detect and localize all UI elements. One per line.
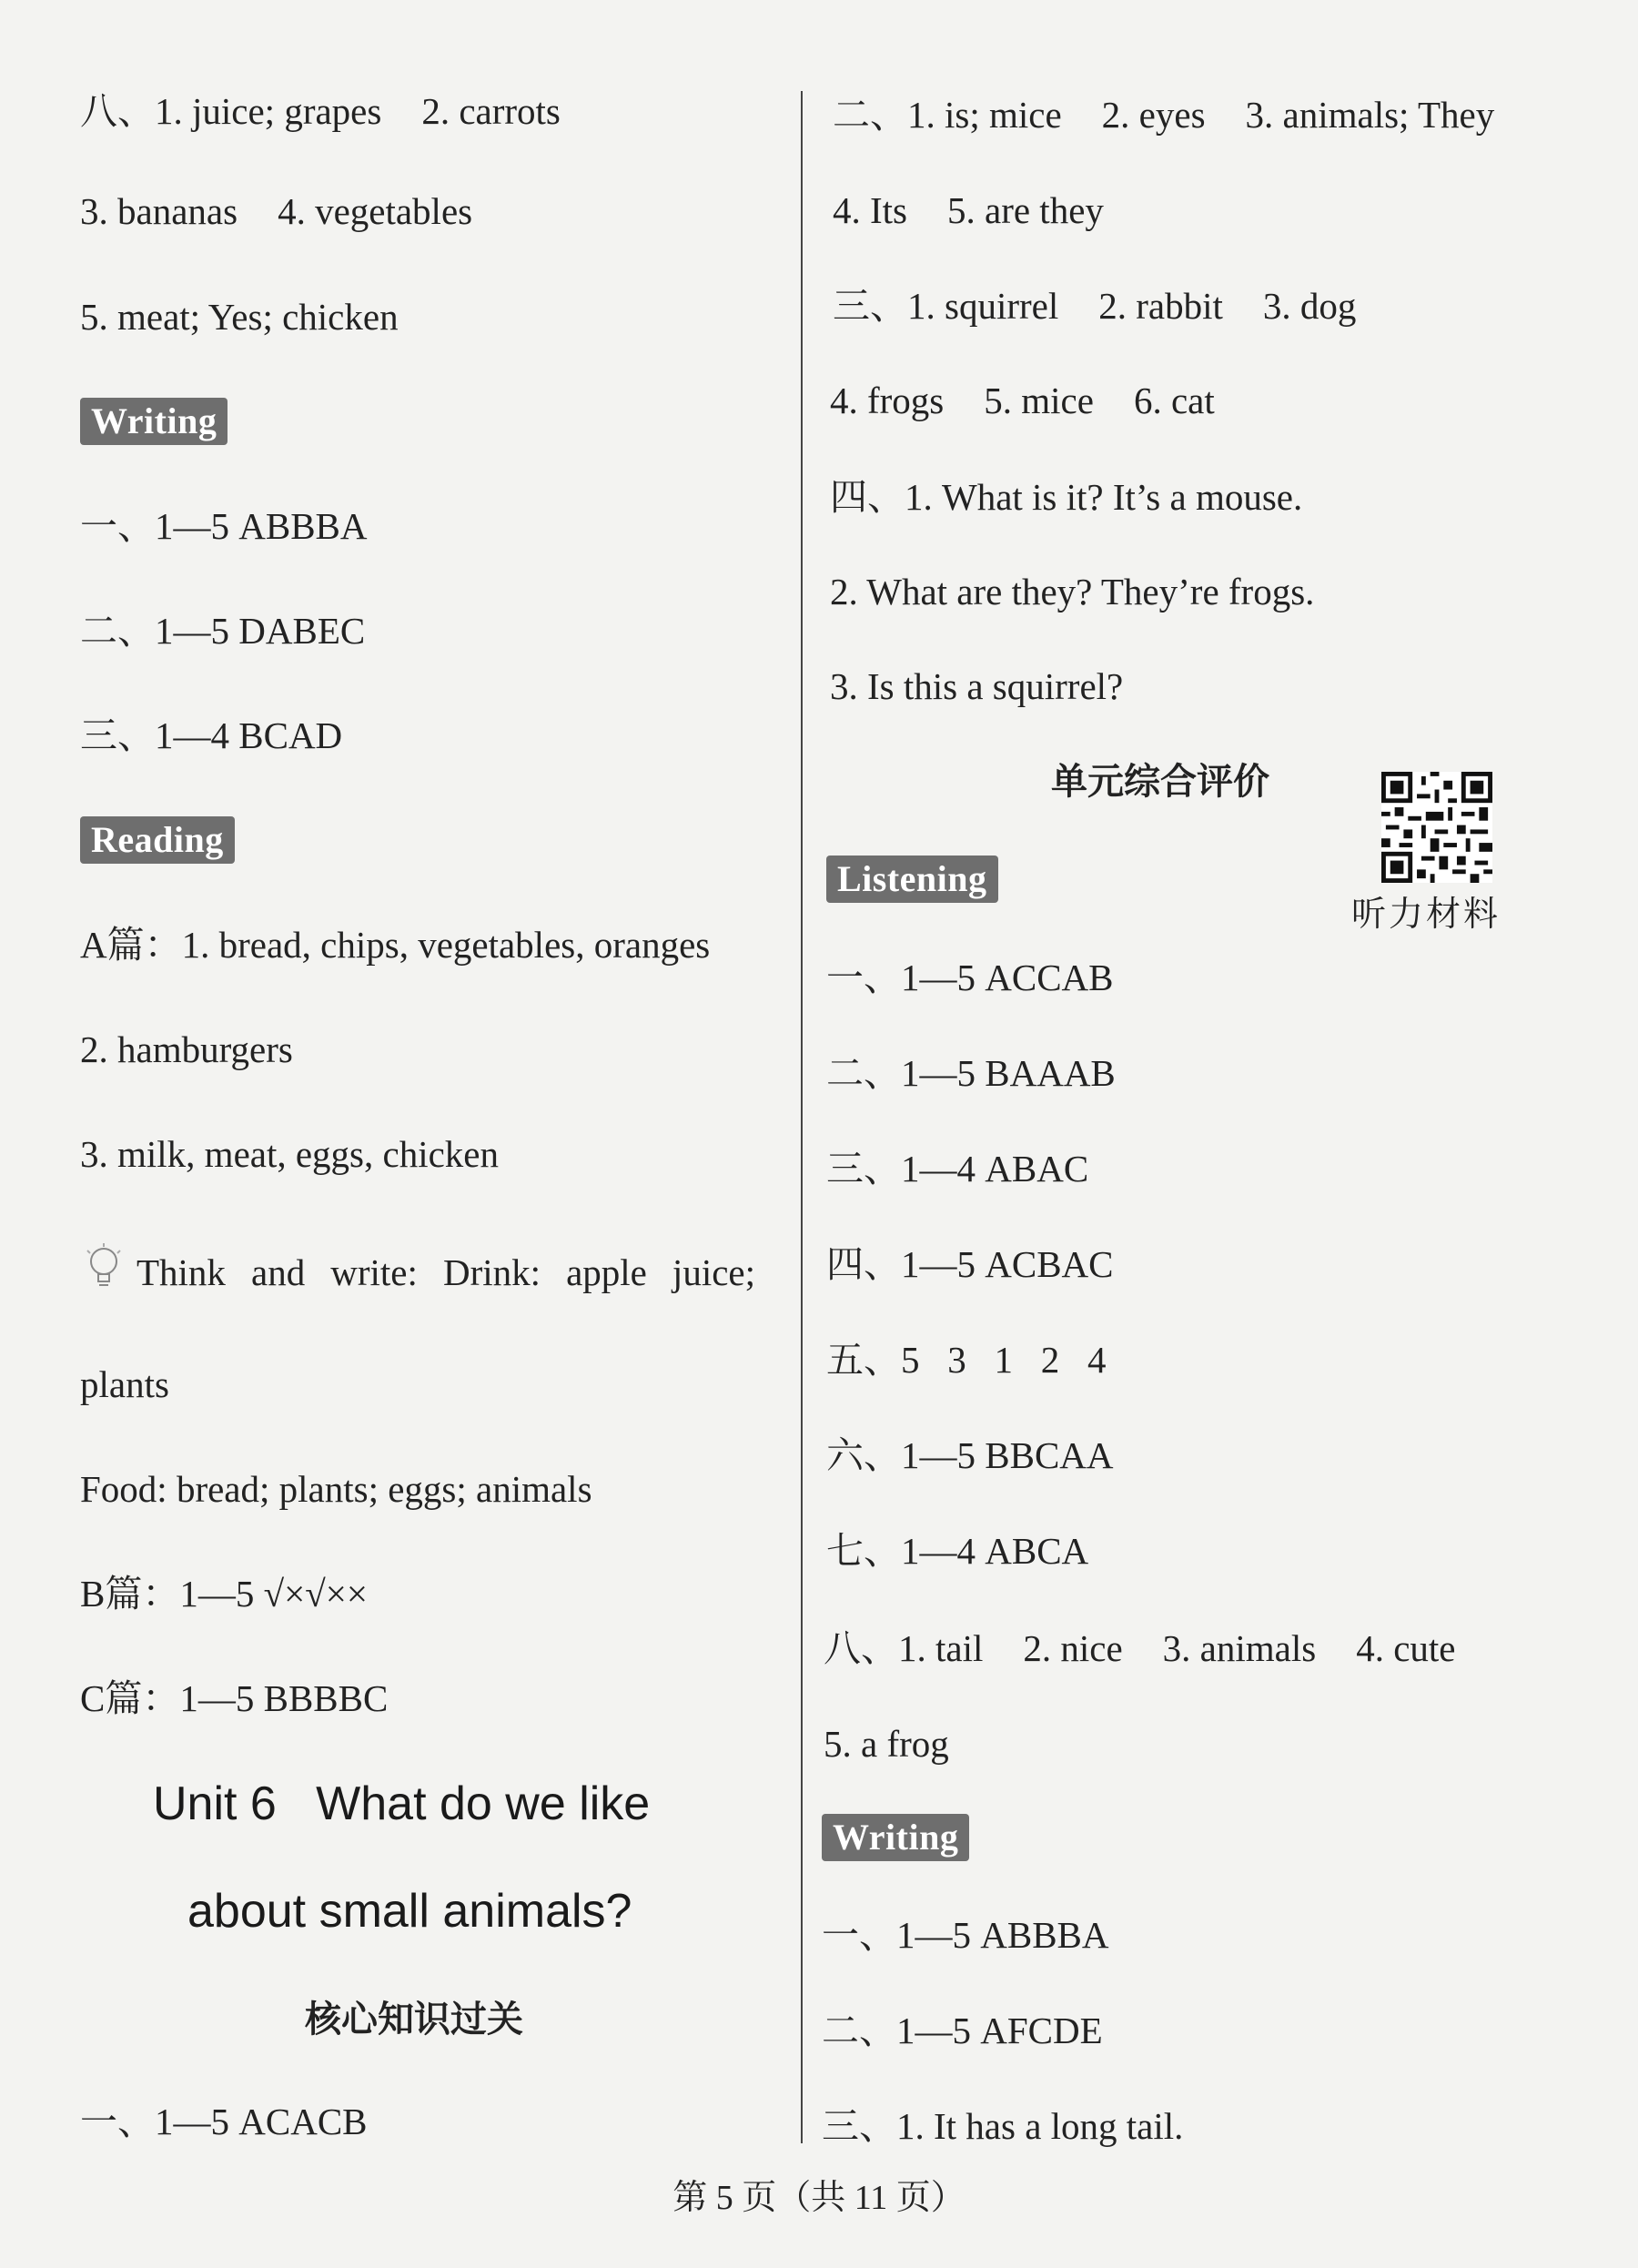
answer-line: 一、1—5 ACACB bbox=[80, 2101, 368, 2142]
answer-line: 三、1—4 ABAC bbox=[826, 1148, 1089, 1190]
answer-line: 六、1—5 BBCAA bbox=[826, 1434, 1114, 1476]
answer-line: 三、1—4 BCAD bbox=[80, 714, 343, 756]
answer-line: 三、1. It has a long tail. bbox=[822, 2105, 1184, 2147]
qr-code-icon[interactable] bbox=[1381, 772, 1492, 883]
answer-line: 5. a frog bbox=[824, 1723, 949, 1765]
answer-line bbox=[80, 1241, 755, 1296]
answer-line: 五、5 3 1 2 4 bbox=[826, 1339, 1107, 1381]
answer-line: 一、1—5 ACCAB bbox=[826, 957, 1114, 998]
writing-section-badge: Writing bbox=[822, 1814, 969, 1861]
answer-line: 二、1—5 DABEC bbox=[80, 610, 366, 652]
answer-line: 二、1. is; mice 2. eyes 3. animals; They bbox=[833, 94, 1495, 136]
answer-line: 3. Is this a squirrel? bbox=[830, 665, 1124, 707]
answer-line: 八、1. juice; grapes 2. carrots bbox=[80, 90, 561, 132]
answer-line: 四、1—5 ACBAC bbox=[826, 1243, 1114, 1285]
think-and-write-text: Think and write: Drink: apple juice; bbox=[136, 1251, 755, 1293]
answer-line: 4. frogs 5. mice 6. cat bbox=[830, 380, 1215, 421]
answer-line: 5. meat; Yes; chicken bbox=[80, 296, 399, 338]
answer-line: 四、1. What is it? It’s a mouse. bbox=[830, 476, 1303, 518]
answer-line: B篇：1—5 √×√×× bbox=[80, 1573, 368, 1615]
answer-line: 一、1—5 ABBBA bbox=[822, 1914, 1109, 1956]
qr-code-label: 听力材料 bbox=[1351, 894, 1502, 934]
unit-evaluation-heading: 单元综合评价 bbox=[1051, 761, 1269, 803]
answer-line: 4. Its 5. are they bbox=[833, 189, 1104, 231]
writing-section-badge: Writing bbox=[80, 398, 228, 445]
answer-line: 八、1. tail 2. nice 3. animals 4. cute bbox=[824, 1627, 1456, 1669]
answer-line: 二、1—5 AFCDE bbox=[822, 2010, 1103, 2051]
answer-line: 3. milk, meat, eggs, chicken bbox=[80, 1133, 499, 1175]
answer-line: 三、1. squirrel 2. rabbit 3. dog bbox=[833, 285, 1357, 327]
answer-line: 3. bananas 4. vegetables bbox=[80, 190, 473, 232]
answer-line: 一、1—5 ABBBA bbox=[80, 505, 368, 547]
answer-line: 二、1—5 BAAAB bbox=[826, 1052, 1116, 1094]
unit-title-line2: about small animals? bbox=[187, 1885, 632, 1938]
answer-line: Food: bread; plants; eggs; animals bbox=[80, 1468, 592, 1510]
core-knowledge-heading: 核心知识过关 bbox=[305, 1999, 523, 2040]
lightbulb-icon bbox=[80, 1241, 127, 1292]
listening-section-badge: Listening bbox=[826, 856, 998, 903]
reading-section-badge: Reading bbox=[80, 816, 235, 864]
answer-line: 2. hamburgers bbox=[80, 1028, 293, 1070]
answer-line: 2. What are they? They’re frogs. bbox=[830, 571, 1315, 613]
column-divider bbox=[801, 91, 803, 2143]
answer-line: plants bbox=[80, 1363, 169, 1405]
page-footer: 第 5 页（共 11 页） bbox=[672, 2179, 966, 2217]
answer-line: 七、1—4 ABCA bbox=[826, 1530, 1089, 1572]
answer-line: A篇：1. bread, chips, vegetables, oranges bbox=[80, 924, 711, 966]
unit-title-line1: Unit 6 What do we like bbox=[153, 1777, 651, 1830]
answer-line: C篇：1—5 BBBBC bbox=[80, 1677, 389, 1719]
